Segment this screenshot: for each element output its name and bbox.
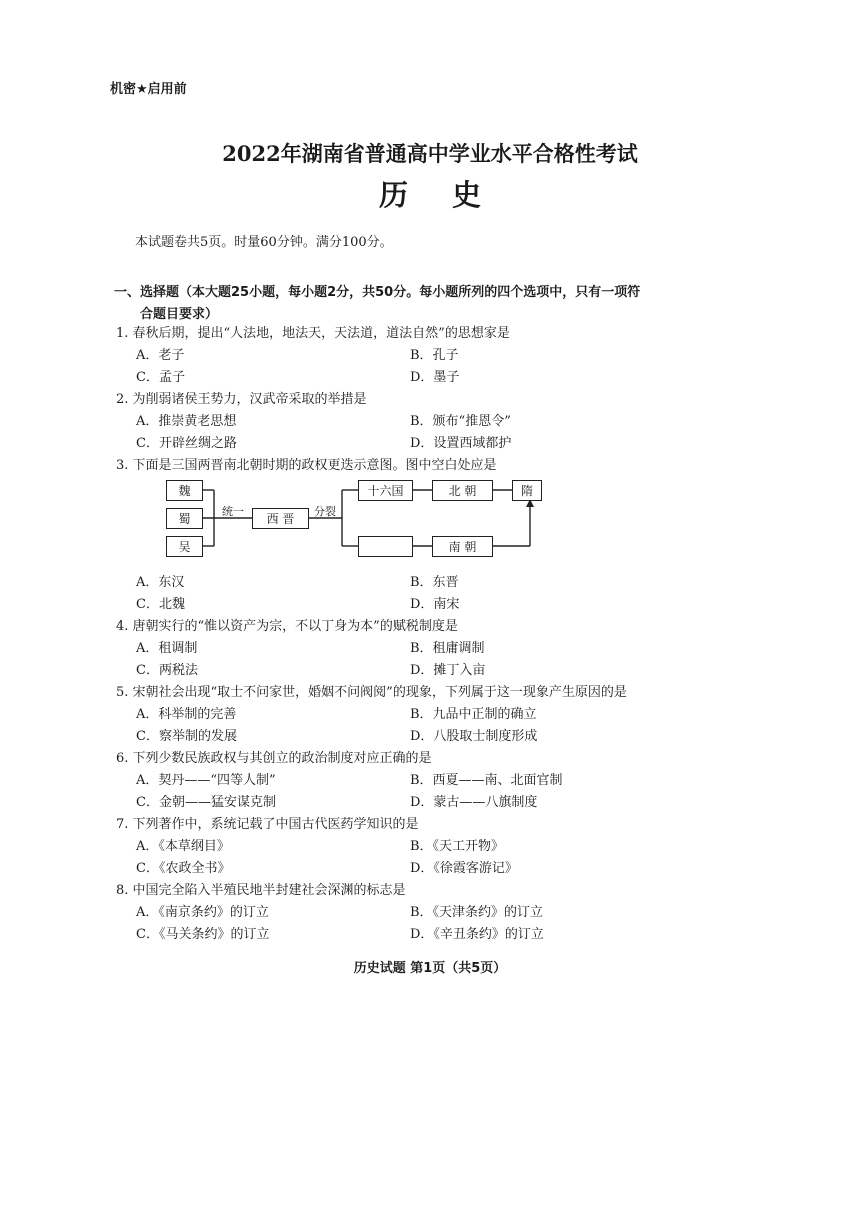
question-1-option-b: B．孔子 bbox=[410, 348, 459, 363]
question-4-stem: 4. 唐朝实行的“惟以资产为宗，不以丁身为本”的赋税制度是 bbox=[116, 619, 458, 634]
box-wei: 魏 bbox=[166, 480, 203, 501]
question-4-option-b: B．租庸调制 bbox=[410, 641, 485, 656]
section-heading-line1: 一、选择题（本大题25小题，每小题2分，共50分。每小题所列的四个选项中，只有一项符 bbox=[114, 285, 641, 300]
question-8-option-d: D．《辛丑条约》的订立 bbox=[410, 927, 544, 942]
question-6-option-c: C．金朝——猛安谋克制 bbox=[136, 795, 276, 810]
box-blank bbox=[358, 536, 413, 557]
question-3-option-b: B．东晋 bbox=[410, 575, 459, 590]
question-6-option-a: A．契丹——“四等人制” bbox=[136, 773, 276, 788]
question-7-option-d: D．《徐霞客游记》 bbox=[410, 861, 518, 876]
question-7-stem: 7. 下列著作中，系统记载了中国古代医药学知识的是 bbox=[116, 817, 419, 832]
question-2-option-b: B．颁布“推恩令” bbox=[410, 414, 511, 429]
subject-title: 历史 bbox=[378, 178, 525, 212]
question-1-option-d: D．墨子 bbox=[410, 370, 460, 385]
question-1-option-a: A．老子 bbox=[136, 348, 185, 363]
question-5-stem: 5. 宋朝社会出现“取士不问家世，婚姻不问阀阅”的现象，下列属于这一现象产生原因的是 bbox=[116, 685, 627, 700]
question-4-option-a: A．租调制 bbox=[136, 641, 198, 656]
page-footer: 历史试题 第1页（共5页） bbox=[353, 961, 507, 976]
question-7-option-a: A．《本草纲目》 bbox=[136, 839, 230, 854]
question-4-option-c: C．两税法 bbox=[136, 663, 198, 678]
question-1-stem: 1. 春秋后期，提出“人法地，地法天，天法道，道法自然”的思想家是 bbox=[116, 326, 510, 341]
question-8-option-b: B．《天津条约》的订立 bbox=[410, 905, 544, 920]
question-1-option-c: C．孟子 bbox=[136, 370, 185, 385]
label-split: 分裂 bbox=[314, 505, 336, 518]
question-6-option-d: D．蒙古——八旗制度 bbox=[410, 795, 538, 810]
question-5-option-a: A．科举制的完善 bbox=[136, 707, 237, 722]
question-8-option-c: C．《马关条约》的订立 bbox=[136, 927, 270, 942]
question-7-option-b: B．《天工开物》 bbox=[410, 839, 505, 854]
question-2-option-a: A．推崇黄老思想 bbox=[136, 414, 237, 429]
question-8-stem: 8. 中国完全陷入半殖民地半封建社会深渊的标志是 bbox=[116, 883, 406, 898]
question-5-option-c: C．察举制的发展 bbox=[136, 729, 237, 744]
box-southern-dynasties: 南 朝 bbox=[432, 536, 493, 557]
question-5-option-d: D．八股取士制度形成 bbox=[410, 729, 538, 744]
box-western-jin: 西 晋 bbox=[252, 508, 309, 529]
question-4-option-d: D．摊丁入亩 bbox=[410, 663, 486, 678]
question-2-option-c: C．开辟丝绸之路 bbox=[136, 436, 237, 451]
question-6-option-b: B．西夏——南、北面官制 bbox=[410, 773, 563, 788]
question-2-option-d: D．设置西域都护 bbox=[410, 436, 512, 451]
question-6-stem: 6. 下列少数民族政权与其创立的政治制度对应正确的是 bbox=[116, 751, 432, 766]
exam-title: 2022年湖南省普通高中学业水平合格性考试 bbox=[222, 141, 638, 166]
question-2-stem: 2. 为削弱诸侯王势力，汉武帝采取的举措是 bbox=[116, 392, 367, 407]
question-7-option-c: C．《农政全书》 bbox=[136, 861, 231, 876]
question-3-option-c: C．北魏 bbox=[136, 597, 185, 612]
section-heading-line2: 合题目要求） bbox=[140, 307, 219, 322]
box-sui: 隋 bbox=[512, 480, 542, 501]
question-8-option-a: A．《南京条约》的订立 bbox=[136, 905, 269, 920]
question-3-option-a: A．东汉 bbox=[136, 575, 185, 590]
question-5-option-b: B．九品中正制的确立 bbox=[410, 707, 537, 722]
box-sixteen-kingdoms: 十六国 bbox=[358, 480, 413, 501]
exam-info: 本试题卷共5页。时量60分钟。满分100分。 bbox=[135, 235, 393, 250]
box-shu: 蜀 bbox=[166, 508, 203, 529]
box-wu: 吴 bbox=[166, 536, 203, 557]
confidential-label: 机密★启用前 bbox=[110, 82, 187, 97]
question-3-option-d: D．南宋 bbox=[410, 597, 460, 612]
question-3-stem: 3. 下面是三国两晋南北朝时期的政权更迭示意图。图中空白处应是 bbox=[116, 458, 497, 473]
label-unify: 统一 bbox=[222, 505, 244, 518]
box-northern-dynasties: 北 朝 bbox=[432, 480, 493, 501]
